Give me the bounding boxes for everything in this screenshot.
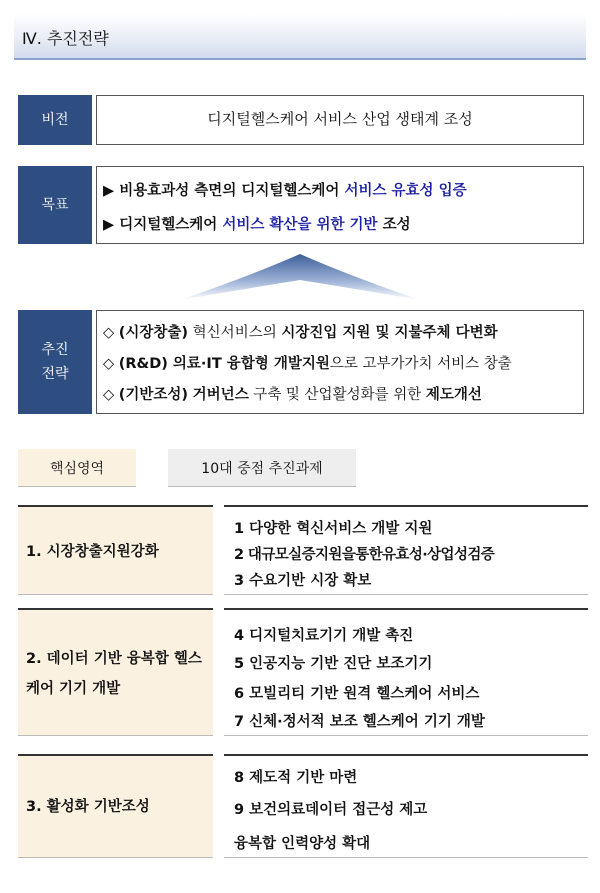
area-box-1 [18,505,213,595]
task-box-2 [224,608,588,736]
strategy-item-1: ◇ (시장창출) 혁신서비스의 시장진입 지원 및 지불주체 다변화 [103,325,498,341]
diamond-icon: ◇ [103,356,115,372]
task-item: 8 제도적 기반 마련 [234,770,358,786]
task-box-1 [224,505,588,595]
strategy-item-3: ◇ (기반조성) 거버넌스 구축 및 산업활성화를 위한 제도개선 [103,387,482,403]
task-item: 5 인공지능 기반 진단 보조기기 [234,656,433,672]
goal-label: 목표 [18,166,93,244]
diamond-icon: ◇ [103,325,115,341]
vision-box [96,95,584,145]
upward-arrow-icon [180,250,420,302]
section-header [14,14,586,60]
diamond-icon: ◇ [103,387,115,403]
task-item: 3 수요기반 시장 확보 [234,573,372,589]
strategy-label: 추진 전략 [18,310,93,414]
goal-box [96,166,584,244]
task-item: 7 신체·정서적 보조 헬스케어 기기 개발 [234,714,485,730]
strategy-box [96,310,584,414]
task-item: 9 보건의료데이터 접근성 제고 [234,802,428,818]
area-title-1: 1. 시장창출지원강화 [26,544,159,560]
goal-item-1: ▶ 비용효과성 측면의 디지털헬스케어 서비스 유효성 입증 [103,183,467,199]
vision-text: 디지털헬스케어 서비스 산업 생태계 조성 [207,110,473,128]
strategy-item-2: ◇ (R&D) 의료·IT 융합형 개발지원으로 고부가가치 서비스 창출 [103,356,512,372]
task-item: 융복합 인력양성 확대 [234,836,371,852]
area-title-3: 3. 활성화 기반조성 [26,799,150,815]
section-title: Ⅳ. 추진전략 [22,29,109,48]
task-item: 1 다양한 혁신서비스 개발 지원 [234,521,433,537]
core-area-header: 핵심영역 [18,449,136,487]
key-tasks-header: 10대 중점 추진과제 [168,449,356,487]
goal-marker-icon: ▶ [103,183,115,199]
vision-label: 비전 [18,95,93,145]
area-box-3 [18,754,213,858]
goal-marker-icon: ▶ [103,217,115,233]
task-box-3 [224,754,588,858]
area-box-2 [18,608,213,736]
goal-item-2: ▶ 디지털헬스케어 서비스 확산을 위한 기반 조성 [103,217,411,233]
task-item: 2 대규모실증지원을통한유효성·상업성검증 [234,547,495,563]
task-item: 6 모빌리티 기반 원격 헬스케어 서비스 [234,686,480,702]
area-title-2: 2. 데이터 기반 융복합 헬스 케어 기기 개발 [26,651,202,697]
task-item: 4 디지털치료기기 개발 촉진 [234,628,414,644]
